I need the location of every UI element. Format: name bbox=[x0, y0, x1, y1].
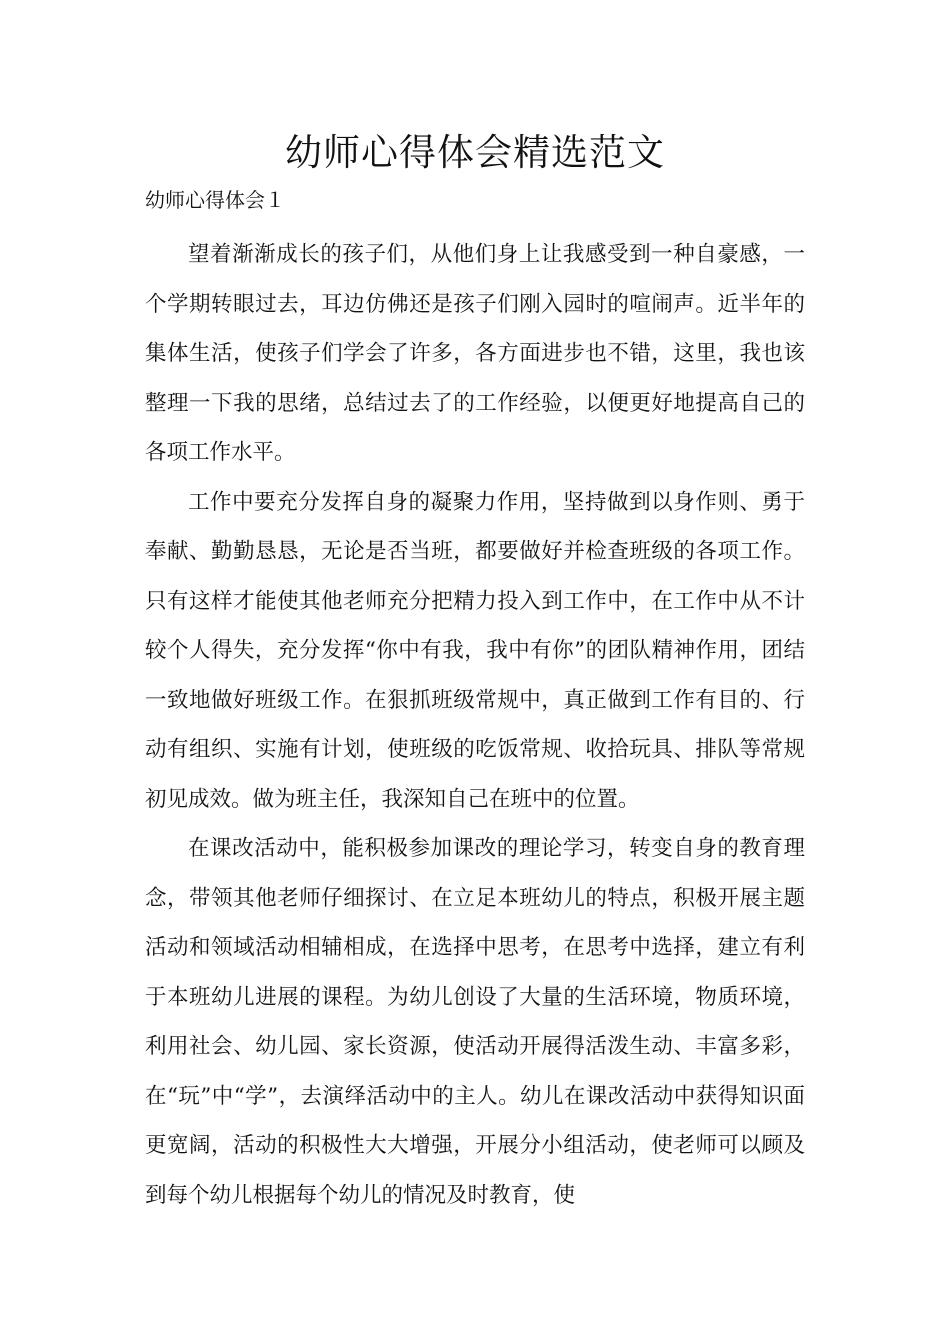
paragraph: 工作中要充分发挥自身的凝聚力作用，坚持做到以身作则、勇于奉献、勤勤恳恳，无论是否当班，都要做好并检查班级的各项工作。只有这样才能使其他老师充分把精力投入到工作中，在工作中从不计较个人得失，充分发挥“你中有我，我中有你”的团队精神作用，团结一致地做好班级工作。在狠抓班级常规中，真正做到工作有目的、行动有组织、实施有计划，使班级的吃饭常规、收拾玩具、排队等常规初见成效。做为班主任，我深知自己在班中的位置。 bbox=[145, 489, 805, 812]
document-title: 幼师心得体会精选范文 bbox=[285, 131, 665, 174]
document-body bbox=[145, 230, 805, 1220]
section-heading: 幼师心得体会１ bbox=[145, 188, 285, 212]
paragraph: 望着渐渐成长的孩子们，从他们身上让我感受到一种自豪感，一个学期转眼过去，耳边仿佛还是孩子们刚入园时的喧闹声。近半年的集体生活，使孩子们学会了许多，各方面进步也不错，这里，我也该整理一下我的思绪，总结过去了的工作经验，以便更好地提高自己的各项工作水平。 bbox=[145, 242, 805, 465]
paragraph: 在课改活动中，能积极参加课改的理论学习，转变自身的教育理念，带领其他老师仔细探讨、在立足本班幼儿的特点，积极开展主题活动和领域活动相辅相成，在选择中思考，在思考中选择，建立有利于本班幼儿进展的课程。为幼儿创设了大量的生活环境，物质环境，利用社会、幼儿园、家长资源，使活动开展得活泼生动、丰富多彩，在“玩”中“学”，去演绎活动中的主人。幼儿在课改活动中获得知识面更宽阔，活动的积极性大大增强，开展分小组活动，使老师可以顾及到每个幼儿根据每个幼儿的情况及时教育，使 bbox=[145, 836, 805, 1208]
